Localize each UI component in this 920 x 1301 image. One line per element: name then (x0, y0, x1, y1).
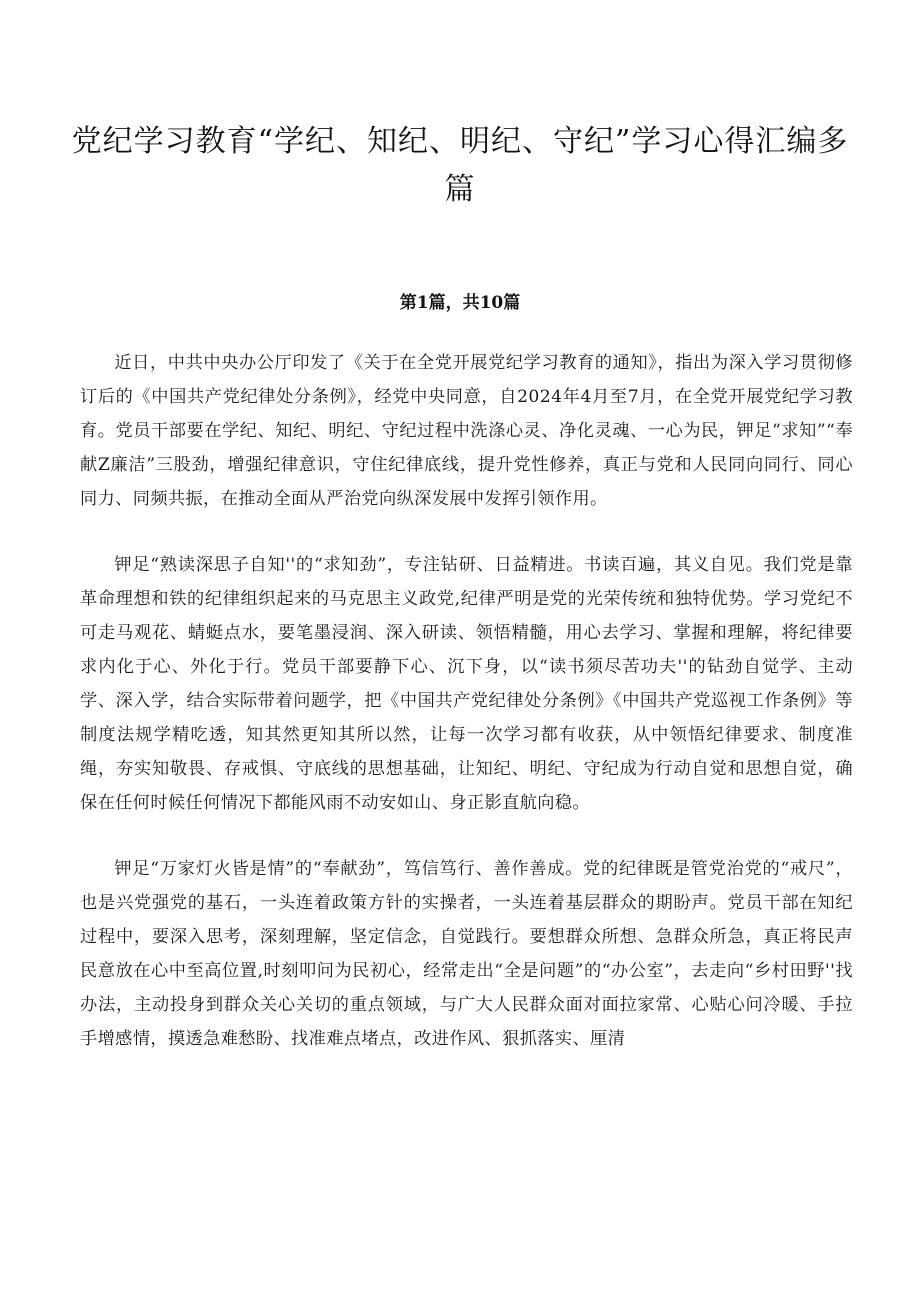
document-subtitle: 第1篇，共10篇 (399, 293, 521, 313)
document-title: 党纪学习教育“学纪、知纪、明纪、守纪”学习心得汇编多篇 (71, 124, 849, 207)
paragraph: 钾足“万家灯火皆是情”的“奉献劲”，笃信笃行、善作善成。党的纪律既是管党治党的“戒尺”，也是兴党强党的基石，一头连着政策方针的实操者，一头连着基层群众的期盼声。党员干部在知纪过程中，要深入思考，深刻理解，坚定信念，自觉践行。要想群众所想、急群众所急，真正将民声民意放在心中至高位置,时刻叩问为民初心，经常走出“全是问题”的“办公室”，去走向“乡村田野''找办法，主动投身到群众关心关切的重点领域，与广大人民群众面对面拉家常、心贴心问冷暖、手拉手增感情，摸透急难愁盼、找准难点堵点，改进作风、狠抓落实、厘清 (80, 859, 853, 1049)
paragraph: 近日，中共中央办公厅印发了《关于在全党开展党纪学习教育的通知》，指出为深入学习贯彻修订后的《中国共产党纪律处分条例》，经党中央同意，自2024年4月至7月，在全党开展党纪学习教育。党员干部要在学纪、知纪、明纪、守纪过程中洗涤心灵、净化灵魂、一心为民，钾足“求知”“奉献Z廉洁”三股劲，增强纪律意识，守住纪律底线，提升党性修养，真正与党和人民同向同行、同心同力、同频共振，在推动全面从严治党向纵深发展中发挥引领作用。 (80, 353, 853, 509)
document-body (80, 346, 853, 1088)
paragraph: 钾足“熟读深思子自知''的“求知劲”，专注钻研、日益精进。书读百遍，其义自见。我们党是靠革命理想和铁的纪律组织起来的马克思主义政党,纪律严明是党的光荣传统和独特优势。学习党纪不可走马观花、蜻蜓点水，要笔墨浸润、深入研读、领悟精髓，用心去学习、掌握和理解，将纪律要求内化于心、外化于行。党员干部要静下心、沉下身，以“读书须尽苦功夫''的钻劲自觉学、主动学、深入学，结合实际带着问题学，把《中国共产党纪律处分条例》《中国共产党巡视工作条例》等制度法规学精吃透，知其然更知其所以然，让每一次学习都有收获，从中领悟纪律要求、制度准绳，夯实知敬畏、存戒惧、守底线的思想基础，让知纪、明纪、守纪成为行动自觉和思想自觉，确保在任何时候任何情况下都能风雨不动安如山、身正影直航向稳。 (80, 555, 853, 813)
